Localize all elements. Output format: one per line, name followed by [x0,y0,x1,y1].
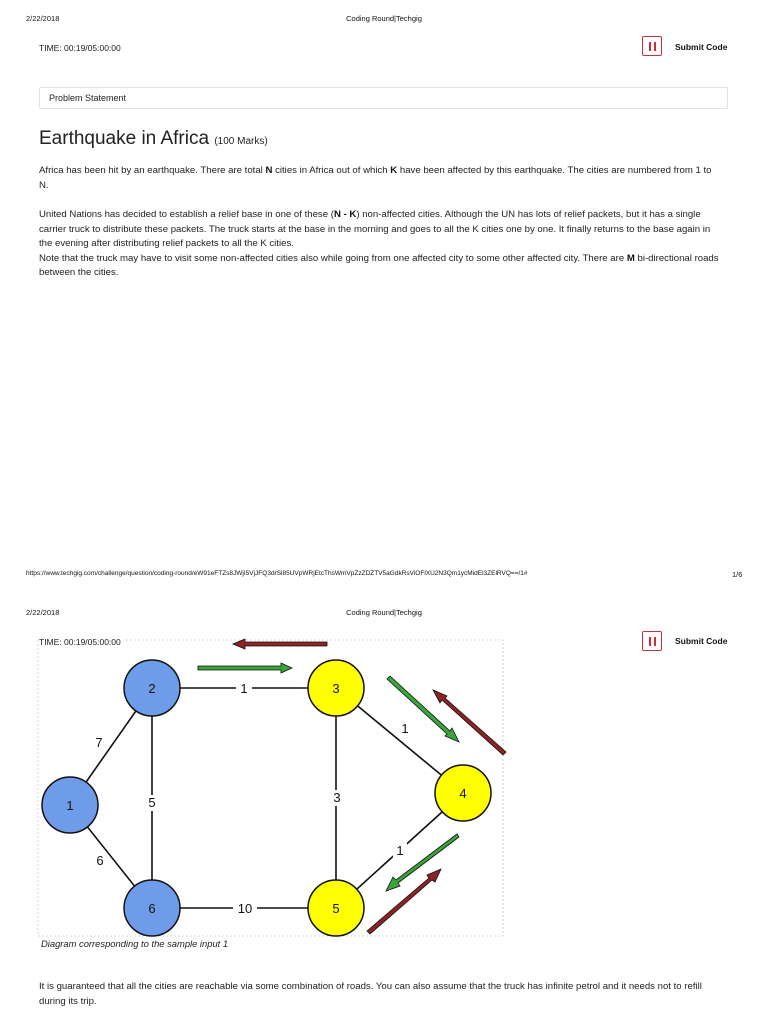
city-label-4: 4 [459,786,467,801]
city-label-2: 2 [148,681,156,696]
city-label-6: 6 [148,901,156,916]
edge-weight-4-5: 1 [396,843,404,858]
page2-header-title: Coding Round|Techgig [346,608,422,617]
page1-header-date: 2/22/2018 [26,14,60,23]
edge-weight-3-5: 3 [333,790,341,805]
diagram-caption: Diagram corresponding to the sample input 1 [41,938,229,949]
diagram-frame [38,640,503,936]
city-label-5: 5 [332,901,340,916]
return-arrow-3-2 [233,639,327,649]
tab-label: Problem Statement [49,93,127,103]
forward-arrow-2-3 [198,663,292,673]
paragraph-guarantee: It is guaranteed that all the cities are reachable via some combination of roads. You can also assume that the truck has infinite petrol and it needs not to refill during its trip. [39,981,702,1007]
edge-weight-1-2: 7 [95,735,103,750]
edge-weight-6-5: 10 [237,901,253,916]
submit-code-button-2[interactable]: Submit Code [675,636,728,646]
forward-arrow-3-4 [387,676,459,742]
page1-header-title: Coding Round|Techgig [346,14,422,23]
title-marks: (100 Marks) [214,136,268,147]
city-label-1: 1 [66,798,74,813]
problem-title: Earthquake in Africa (100 Marks) [39,128,268,149]
edge-weight-2-6: 5 [148,795,156,810]
paragraph-intro: Africa has been hit by an earthquake. There are total N cities in Africa out of which K have been affected by this earthquake. The cities are numbered from 1 to N. [39,165,712,191]
page2-header-date: 2/22/2018 [26,608,60,617]
edge-weight-2-3: 1 [240,681,248,696]
timer: TIME: 00:19/05:00:00 [39,43,121,53]
submit-code-button[interactable]: Submit Code [675,42,728,52]
edge-weight-3-4: 1 [401,721,409,736]
timer-2: TIME: 00:19/05:00:00 [39,637,121,647]
city-label-3: 3 [332,681,340,696]
return-arrow-4-3 [433,690,506,755]
footer-page-number: 1/6 [732,570,743,579]
edge-weight-1-6: 6 [96,853,104,868]
footer-url[interactable]: https://www.techgig.com/challenge/question/coding-round/eW91eFTZs8JWjI5VjJFQ3drSi85UVpWRjEtcThsWmVpZzZDZTV5aGdkRsViOFlXU2N3Qm1ycMidEl3ZElRVQ==/1# [26,570,528,577]
paragraph-relief: United Nations has decided to establish a relief base in one of these (N - K) non-affected cities. Although the UN has lots of relief packets, but it has a single carrier truck to distribute these packets. The truck starts at the base in the morning and goes to all the K cities one by one. It finally returns to the base again in the evening after distributing relief packets to all the K cities. Note that the truck may have to visit some non-affected cities also while going from one affected city to some other affected city. There are M bi-directional roads between the cities. [39,209,719,278]
